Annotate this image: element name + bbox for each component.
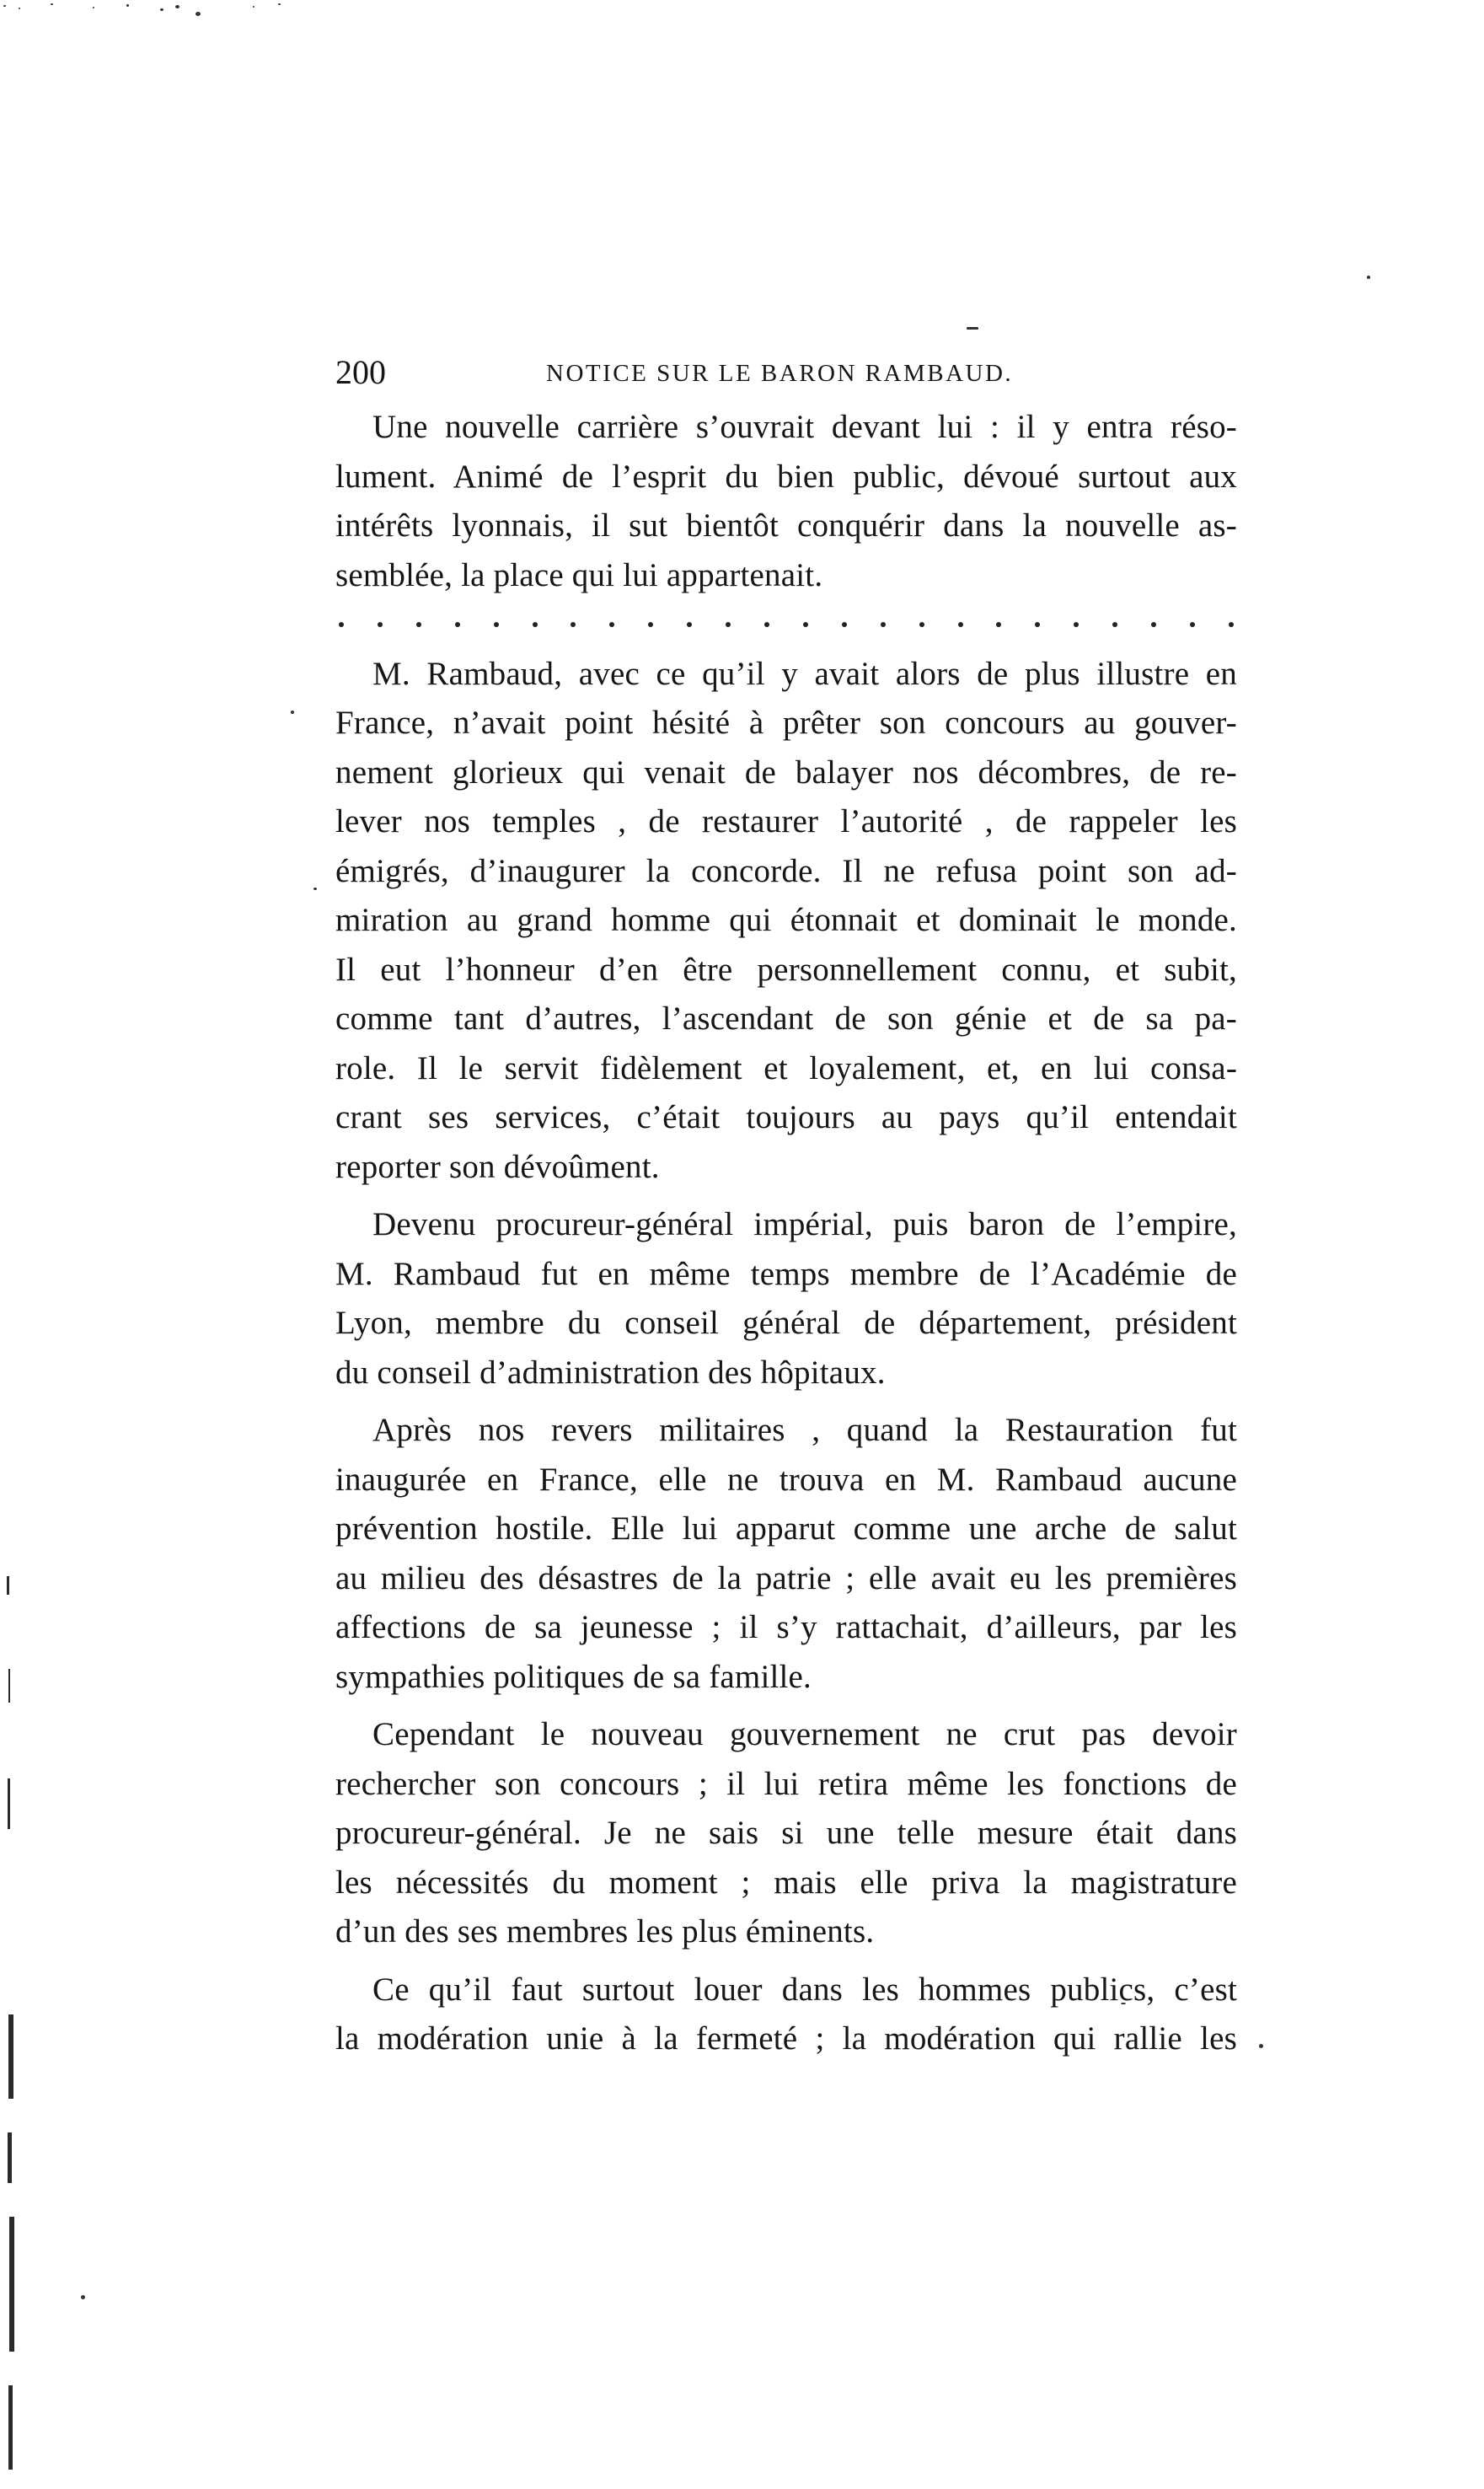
paragraph [335,650,1237,1193]
scan-margin-edge [7,1576,13,2470]
text-line: reporter son dévoûment. [335,1148,660,1185]
text-line: émigrés, d’inaugurer la concorde. Il ne refusa point son ad- [335,852,1237,889]
text-line: d’un des ses membres les plus éminents. [335,1913,875,1950]
text-line: M. Rambaud, avec ce qu’il y avait alors de plus illustre en [372,655,1237,692]
text-line: affections de sa jeunesse ; il s’y rattachait, d’ailleurs, par les [335,1609,1237,1645]
body-text [335,403,1237,2064]
text-line: les nécessités du moment ; mais elle priva la magistrature [335,1864,1237,1901]
text-line: miration au grand homme qui étonnait et dominait le monde. [335,902,1237,938]
paragraph [335,403,1237,600]
text-line: Lyon, membre du conseil général de département, président [335,1305,1237,1341]
text-line: lever nos temples , de restaurer l’autorité , de rappeler les [335,803,1237,840]
text-line: M. Rambaud fut en même temps membre de l’Académie de [335,1255,1237,1292]
text-line: France, n’avait point hésité à prêter son concours au gouver- [335,705,1237,741]
scan-noise-top [0,0,320,34]
paragraph [335,1406,1237,1702]
text-line: la modération unie à la fermeté ; la modération qui rallie les [335,2020,1237,2057]
text-line: nement glorieux qui venait de balayer nos décombres, de re- [335,754,1237,791]
text-line: au milieu des désastres de la patrie ; elle avait eu les premières [335,1559,1237,1596]
scan-speck [1367,276,1370,279]
scan-speck [1259,2044,1263,2048]
text-line: role. Il le servit fidèlement et loyalement, et, en lui consa- [335,1049,1237,1086]
text-line: inaugurée en France, elle ne trouva en M. Rambaud aucune [335,1461,1237,1498]
text-line: Après nos revers militaires , quand la Restauration fut [372,1412,1237,1448]
scan-speck [967,327,978,330]
text-line: prévention hostile. Elle lui apparut comme une arche de salut [335,1510,1237,1547]
text-line: Devenu procureur-général impérial, puis baron de l’empire, [372,1206,1237,1242]
text-line: comme tant d’autres, l’ascendant de son génie et de sa pa- [335,1000,1237,1037]
text-line: intérêts lyonnais, il sut bientôt conquérir dans la nouvelle as- [335,507,1237,544]
ellipsis-separator [335,600,1237,650]
running-head [335,347,1233,398]
text-line: procureur-général. Je ne sais si une telle mesure était dans [335,1815,1237,1851]
page-number: 200 [335,353,386,391]
text-line: Cependant le nouveau gouvernement ne crut pas devoir [372,1716,1237,1752]
text-line: du conseil d’administration des hôpitaux. [335,1354,886,1391]
text-line: rechercher son concours ; il lui retira même les fonctions de [335,1765,1237,1802]
scan-speck [291,711,294,714]
text-line: semblée, la place qui lui appartenait. [335,556,823,593]
text-line: Une nouvelle carrière s’ouvrait devant lui : il y entra réso- [372,409,1237,445]
scan-speck [313,888,317,890]
text-line: crant ses services, c’était toujours au pays qu’il entendait [335,1099,1237,1135]
paragraph [335,1966,1237,2064]
scan-speck [81,2295,85,2299]
text-line: lument. Animé de l’esprit du bien public, dévoué surtout aux [335,458,1237,495]
text-line: sympathies politiques de sa famille. [335,1658,812,1695]
paragraph [335,1710,1237,1957]
text-line: Il eut l’honneur d’en être personnellement connu, et subit, [335,951,1237,988]
paragraph [335,1200,1237,1397]
running-title: NOTICE SUR LE BARON RAMBAUD. [546,360,1014,387]
text-line: Ce qu’il faut surtout louer dans les hommes publics, c’est [372,1971,1237,2008]
